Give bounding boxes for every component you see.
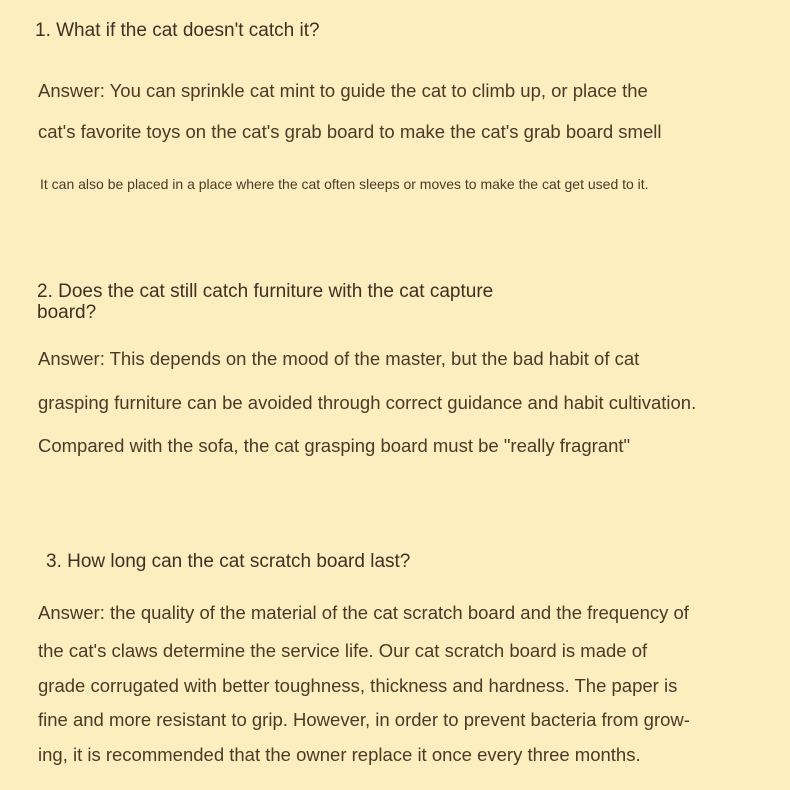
faq-3-answer-line-4: fine and more resistant to grip. However, in order to prevent bacteria from grow- [38, 709, 690, 730]
faq-1-answer-line-2: cat's favorite toys on the cat's grab board to make the cat's grab board smell [38, 121, 662, 142]
faq-2-answer-line-2: grasping furniture can be avoided through correct guidance and habit cultivation. [38, 392, 697, 413]
faq-3-answer-line-5: ing, it is recommended that the owner replace it once every three months. [38, 744, 641, 765]
faq-2-question-line-1: 2. Does the cat still catch furniture with the cat capture [37, 281, 494, 302]
faq-1-answer-line-1: Answer: You can sprinkle cat mint to guide the cat to climb up, or place the [38, 80, 648, 101]
faq-2-answer-line-1: Answer: This depends on the mood of the master, but the bad habit of cat [38, 348, 640, 369]
faq-3-answer-line-2: the cat's claws determine the service life. Our cat scratch board is made of [38, 640, 648, 661]
faq-3-question: 3. How long can the cat scratch board last? [46, 551, 411, 572]
faq-1-note: It can also be placed in a place where the cat often sleeps or moves to make the cat get used to it. [40, 176, 649, 192]
faq-1-question: 1. What if the cat doesn't catch it? [35, 20, 320, 41]
faq-3-answer-line-3: grade corrugated with better toughness, thickness and hardness. The paper is [38, 675, 678, 696]
faq-2-question-line-2: board? [37, 302, 97, 323]
faq-2-answer-line-3: Compared with the sofa, the cat grasping board must be "really fragrant" [38, 435, 631, 456]
faq-3-answer-line-1: Answer: the quality of the material of the cat scratch board and the frequency of [38, 602, 689, 623]
